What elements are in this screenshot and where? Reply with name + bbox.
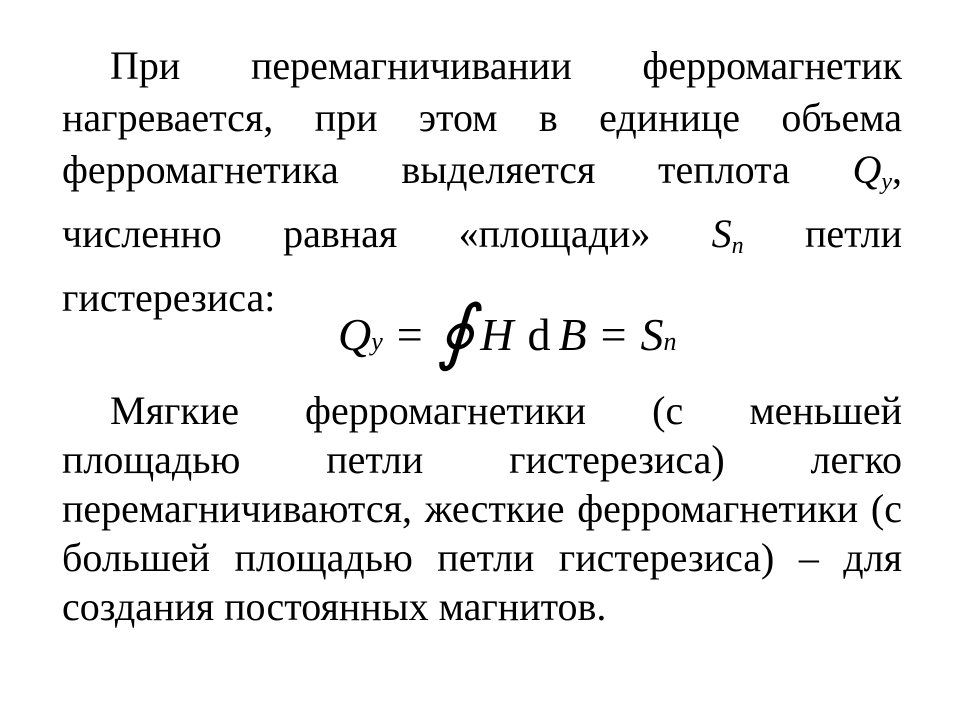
contour-integral-icon: ∮	[436, 292, 475, 372]
paragraph-heat-hysteresis	[62, 40, 902, 324]
formula-b: B	[558, 309, 587, 360]
formula-s-sub: n	[663, 327, 677, 356]
para1-text-c: петли гистерезиса:	[62, 211, 902, 320]
formula-q: Q	[338, 309, 372, 360]
formula-s: S	[640, 309, 664, 360]
formula-equals-2: =	[600, 309, 627, 360]
formula-q-sub: y	[371, 327, 383, 356]
hysteresis-formula	[338, 290, 677, 372]
s-subscript: n	[731, 233, 744, 259]
s-symbol: S	[711, 211, 732, 256]
q-subscript: y	[881, 169, 892, 195]
para1-text-b: , численно равная «площади»	[62, 147, 902, 256]
formula-equals-1: =	[396, 309, 423, 360]
formula-d: d	[527, 309, 551, 360]
q-symbol: Q	[852, 147, 882, 192]
formula-h: H	[480, 309, 514, 360]
para1-text-a: При перемагничивании ферромагнетик нагревается, при этом в единице объема ферромагнетика выделяется теплота	[62, 43, 902, 192]
paragraph-soft-hard-ferromagnets	[62, 386, 902, 631]
para2-text: Мягкие ферромагнетики (с меньшей площадью петли гистерезиса) легко перемагничиваются, жесткие ферромагнетики (с большей площадью петли гистерезиса) – для создания постоянных магнитов.	[62, 388, 902, 629]
